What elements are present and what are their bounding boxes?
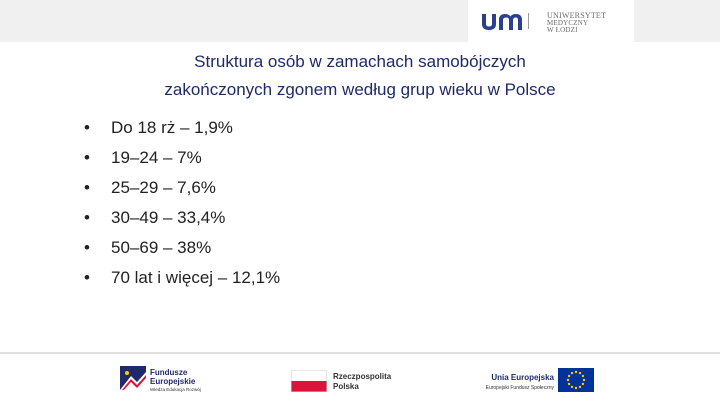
list-item [84, 263, 280, 293]
eu-line-1: Unia Europejska [491, 373, 554, 382]
list-item-text: 70 lat i więcej – 12,1% [111, 268, 281, 287]
list-item-text: 30–49 – 33,4% [111, 208, 226, 227]
list-item-text: 25–29 – 7,6% [111, 178, 216, 197]
rzeczpospolita-text [333, 372, 391, 392]
bullet-icon: • [84, 208, 90, 227]
um-logo-icon [480, 11, 542, 31]
bullet-icon: • [84, 118, 90, 137]
list-item-text: Do 18 rż – 1,9% [111, 118, 233, 137]
bullet-list [84, 113, 280, 293]
slide-title-line-2: zakończonych zgonem według grup wieku w Polsce [164, 80, 556, 99]
bullet-icon: • [84, 238, 90, 257]
university-line-2: MEDYCZNY [547, 18, 589, 27]
bullet-icon: • [84, 148, 90, 167]
university-line-1: UNIWERSYTET [547, 11, 607, 20]
fe-line-2: Europejskie [150, 377, 196, 386]
bullet-icon: • [84, 268, 90, 287]
fe-line-1: Fundusze [150, 368, 188, 377]
eu-line-2: Europejski Fundusz Społeczny [485, 385, 554, 391]
slide-title [120, 48, 600, 104]
pl-line-2: Polska [333, 382, 359, 391]
poland-flag-icon [291, 370, 327, 392]
list-item [84, 173, 280, 203]
university-name [547, 12, 606, 35]
list-item-text: 19–24 – 7% [111, 148, 202, 167]
list-item [84, 203, 280, 233]
university-line-3: W ŁODZI [547, 26, 578, 34]
fundusze-europejskie-text [150, 368, 201, 394]
list-item [84, 143, 280, 173]
bullet-icon: • [84, 178, 90, 197]
eu-flag-icon [558, 368, 594, 392]
pl-line-1: Rzeczpospolita [333, 372, 392, 381]
footer-divider [0, 352, 720, 354]
university-logo [468, 0, 634, 42]
list-item [84, 113, 280, 143]
slide-title-line-1: Struktura osób w zamachach samobójczych [194, 52, 526, 71]
list-item [84, 233, 280, 263]
fe-line-3: Wiedza Edukacja Rozwój [150, 387, 201, 392]
unia-europejska-text [472, 373, 554, 393]
fundusze-europejskie-logo-icon [120, 366, 146, 390]
list-item-text: 50–69 – 38% [111, 238, 212, 257]
